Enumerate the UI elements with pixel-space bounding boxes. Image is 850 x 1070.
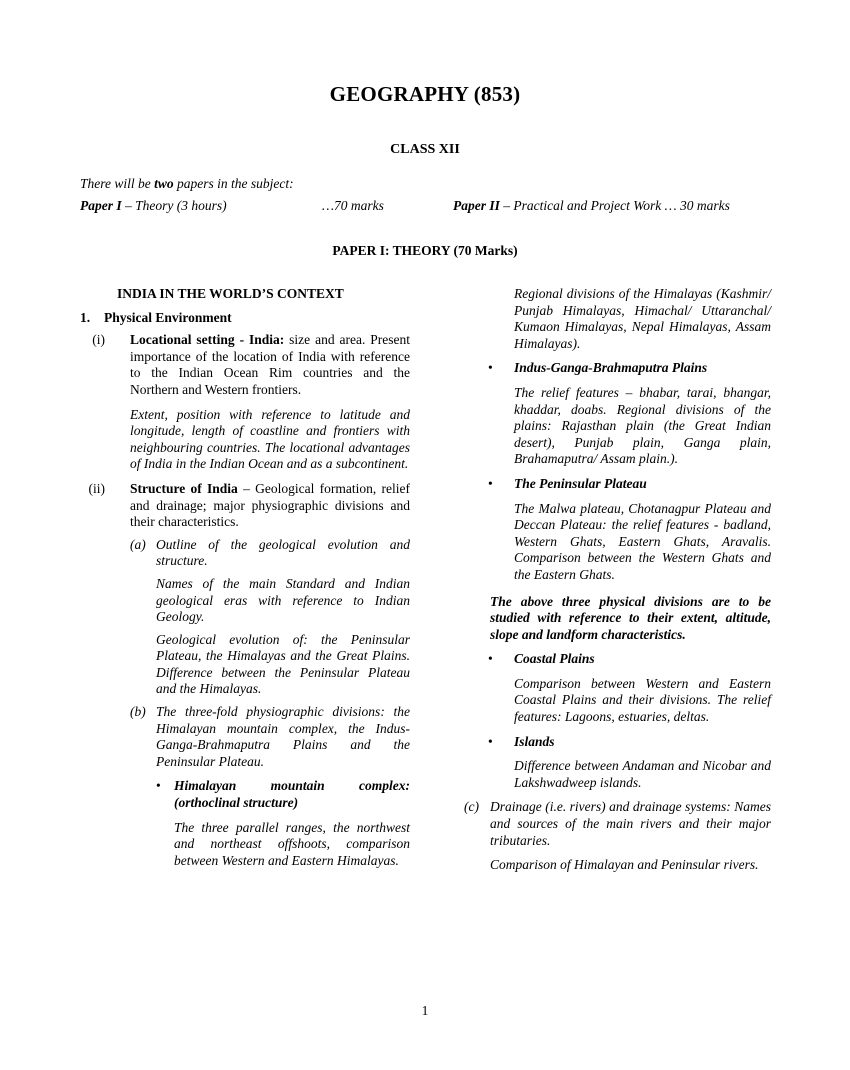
sub-number: (b) — [130, 704, 146, 720]
igb-bullet — [464, 360, 771, 468]
coastal-bullet — [464, 651, 771, 725]
himalaya-bullet — [156, 778, 410, 869]
item-number: (i) — [92, 332, 105, 348]
class-label: CLASS XII — [390, 142, 460, 157]
bullet-icon: • — [488, 475, 493, 491]
item-ii-text — [130, 481, 410, 531]
igb-text: The relief features – bhabar, tarai, bhangar, khaddar, doabs. Regional divisions of the plains: Rajasthan plain (the Great Indian desert), Punjab plain, Ganga plain, Brahamaputra/ Assam plain.). — [514, 384, 771, 467]
item-ii — [80, 481, 410, 869]
paper2-label: Paper II — [453, 198, 500, 213]
himalaya-title: Himalayan mountain complex: (orthoclinal structure) — [174, 778, 410, 811]
physical-divisions-note: The above three physical divisions are to be studied with reference to their extent, altitude, slope and landform characteristics. — [490, 593, 771, 642]
left-column — [80, 286, 410, 869]
sub-a-text: Outline of the geological evolution and structure. — [156, 536, 410, 569]
item-i-italic: Extent, position with reference to latitude and longitude, length of coastline and frontiers with neighbouring countries. The locational advantages of India in the Indian Ocean and as a subcontinent. — [130, 406, 410, 472]
item-i-body: size and area. Present importance of the location of India with reference to the Indian Ocean Rim countries and the Northern and Western frontiers. — [130, 332, 410, 397]
paper1-marks: …70 marks — [322, 198, 384, 213]
item-ii-body: – Geological formation, relief and drainage; major physiographic divisions and their characteristics. — [130, 480, 410, 530]
item-i-bold: Locational setting - India: — [130, 332, 285, 348]
item-number: (ii) — [88, 480, 105, 496]
topic-number: 1. — [80, 309, 91, 325]
igb-title: Indus-Ganga-Brahmaputra Plains — [514, 360, 708, 376]
paper-heading: PAPER I: THEORY (70 Marks) — [332, 243, 518, 258]
sub-b — [130, 704, 410, 869]
right-column — [464, 286, 771, 874]
intro-text — [80, 176, 294, 192]
document-title: GEOGRAPHY (853) — [329, 82, 521, 106]
topic-title: Physical Environment — [104, 309, 232, 325]
sub-b-text: The three-fold physiographic divisions: the Himalayan mountain complex, the Indus-Ganga-Brahmaputra Plains and the Peninsular Plateau. — [156, 704, 410, 769]
sub-a-p3: Geological evolution of: the Peninsular Plateau, the Himalayas and the Great Plains. Difference between the Peninsular Plateau and the Himalayas. — [156, 631, 410, 697]
islands-title: Islands — [514, 733, 555, 749]
bullet-icon: • — [488, 360, 493, 376]
bullet-icon: • — [488, 651, 493, 667]
paper1-line — [80, 198, 227, 214]
himalaya-text: The three parallel ranges, the northwest and northeast offshoots, comparison between Western and Eastern Himalayas. — [174, 819, 410, 868]
paper1-label: Paper I — [80, 198, 122, 213]
regional-divisions-text: Regional divisions of the Himalayas (Kashmir/ Punjab Himalayas, Himachal/ Uttaranchal/ Kumaon Himalayas, Nepal Himalayas, Assam Himalayas). — [514, 286, 771, 351]
intro-post: papers in the subject: — [173, 176, 294, 191]
sub-c — [464, 799, 771, 873]
sub-number: (c) — [464, 799, 479, 815]
coastal-title: Coastal Plains — [514, 651, 595, 667]
sub-a-p2: Names of the main Standard and Indian geological eras with reference to Indian Geology. — [156, 575, 410, 625]
sub-c-p2: Comparison of Himalayan and Peninsular rivers. — [490, 857, 759, 873]
section-title: INDIA IN THE WORLD’S CONTEXT — [117, 286, 344, 301]
plateau-text: The Malwa plateau, Chotanagpur Plateau and Deccan Plateau: the relief features - badland, Western Ghats, Eastern Ghats, Aravalis. Comparison between the Western Ghats and the Eastern Ghats. — [514, 500, 771, 582]
plateau-bullet — [464, 476, 771, 584]
islands-text: Difference between Andaman and Nicobar and Lakshwadweep islands. — [514, 758, 771, 790]
sub-c-text: Drainage (i.e. rivers) and drainage systems: Names and sources of the main rivers and their major tributaries. — [490, 799, 771, 848]
bullet-icon: • — [488, 733, 493, 749]
plateau-title: The Peninsular Plateau — [514, 475, 647, 491]
bullet-icon: • — [156, 778, 161, 794]
topic-1 — [80, 310, 410, 327]
sub-number: (a) — [130, 536, 146, 552]
item-ii-bold: Structure of India — [130, 480, 238, 496]
paper1-desc: – Theory (3 hours) — [121, 198, 227, 213]
item-i-text — [130, 332, 410, 398]
item-i — [80, 332, 410, 473]
sub-a — [130, 537, 410, 698]
paper2-line — [453, 198, 730, 214]
paper2-desc: – Practical and Project Work … 30 marks — [499, 198, 730, 213]
intro-bold: two — [154, 176, 174, 191]
coastal-text: Comparison between Western and Eastern Coastal Plains and their divisions. The relief features: Lagoons, estuaries, deltas. — [514, 675, 771, 725]
page-number: 1 — [421, 1003, 429, 1018]
intro-pre: There will be — [80, 176, 155, 191]
islands-bullet — [464, 734, 771, 792]
